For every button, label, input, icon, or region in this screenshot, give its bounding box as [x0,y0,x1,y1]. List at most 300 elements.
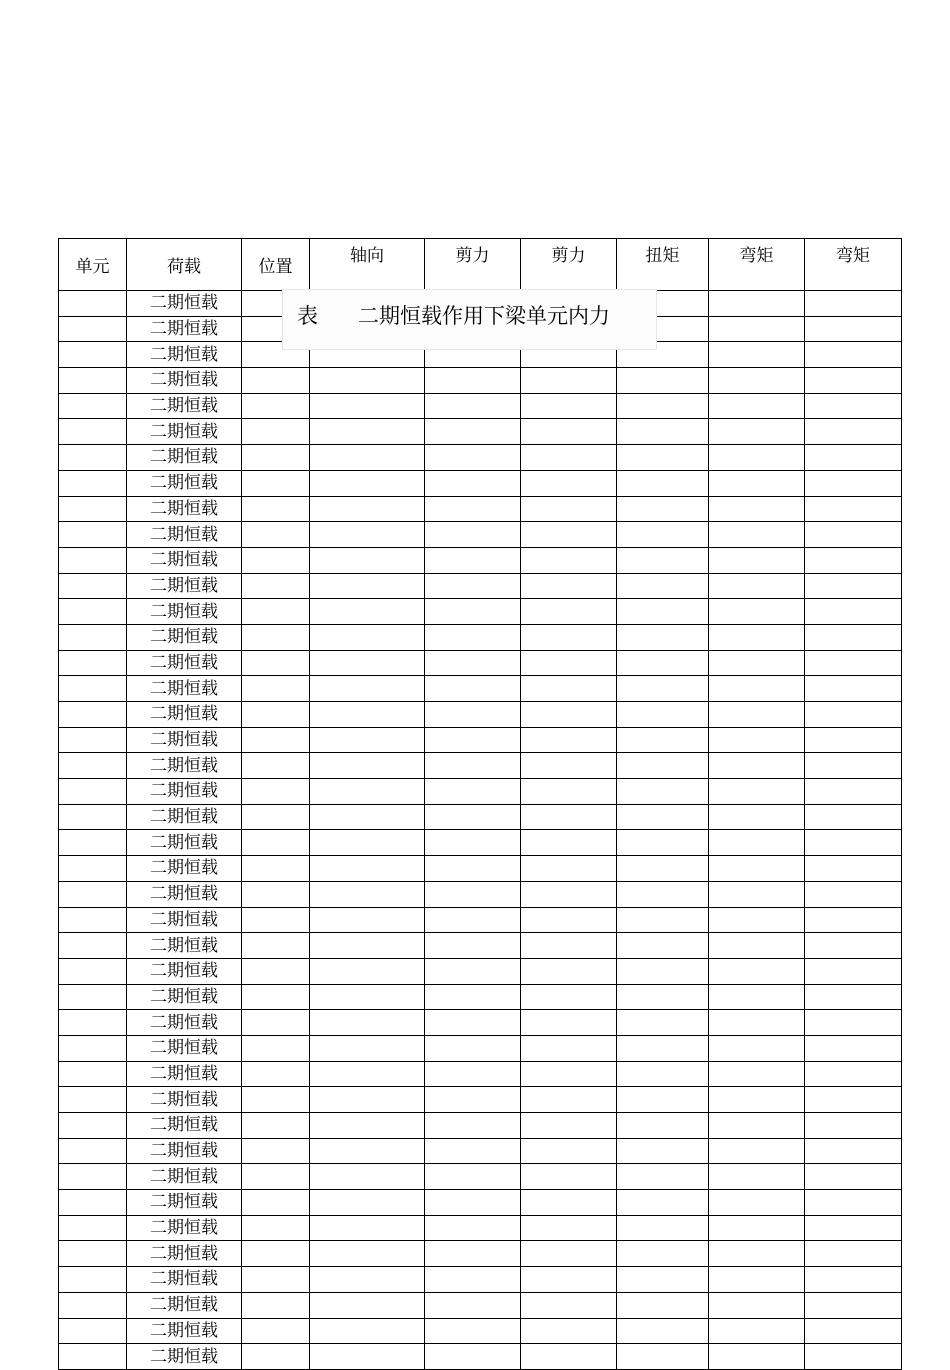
value-cell [59,522,127,548]
table-row [59,624,902,650]
value-cell [617,470,709,496]
value-cell [425,419,521,445]
value-cell [709,1061,805,1087]
value-cell [805,856,902,882]
value-cell [521,1164,617,1190]
value-cell [617,1318,709,1344]
value-cell [425,1113,521,1139]
value-cell [425,547,521,573]
value-cell [617,676,709,702]
load-cell: 二期恒载 [127,779,242,805]
value-cell [59,984,127,1010]
value-cell [59,702,127,728]
value-cell [310,496,425,522]
load-cell: 二期恒载 [127,830,242,856]
value-cell [521,676,617,702]
value-cell [709,1138,805,1164]
load-cell: 二期恒载 [127,368,242,394]
value-cell [709,342,805,368]
value-cell [310,702,425,728]
value-cell [521,393,617,419]
value-cell [617,958,709,984]
value-cell [310,624,425,650]
value-cell [617,368,709,394]
value-cell [59,291,127,317]
value-cell [425,1061,521,1087]
value-cell [617,419,709,445]
value-cell [521,1241,617,1267]
value-cell [310,933,425,959]
value-cell [805,496,902,522]
value-cell [242,958,310,984]
load-cell: 二期恒载 [127,1190,242,1216]
value-cell [805,727,902,753]
table-row [59,779,902,805]
value-cell [310,1087,425,1113]
load-cell: 二期恒载 [127,1292,242,1318]
value-cell [242,1010,310,1036]
value-cell [709,1113,805,1139]
value-cell [521,547,617,573]
load-cell: 二期恒载 [127,573,242,599]
load-cell: 二期恒载 [127,676,242,702]
value-cell [805,1061,902,1087]
value-cell [617,984,709,1010]
value-cell [242,547,310,573]
value-cell [805,779,902,805]
value-cell [805,1318,902,1344]
load-cell: 二期恒载 [127,702,242,728]
value-cell [709,547,805,573]
value-cell [310,1241,425,1267]
value-cell [709,470,805,496]
value-cell [709,368,805,394]
table-row [59,470,902,496]
value-cell [310,1061,425,1087]
table-row [59,702,902,728]
value-cell [310,856,425,882]
value-cell [59,1138,127,1164]
value-cell [521,804,617,830]
value-cell [425,753,521,779]
value-cell [59,933,127,959]
caption-title: 二期恒载作用下梁单元内力 [358,304,610,328]
load-cell: 二期恒载 [127,393,242,419]
table-row [59,650,902,676]
table-row [59,1241,902,1267]
value-cell [425,907,521,933]
header-shear-2: 剪力 [521,239,617,291]
value-cell [242,907,310,933]
load-cell: 二期恒载 [127,445,242,471]
table-row [59,1190,902,1216]
value-cell [425,1318,521,1344]
value-cell [805,547,902,573]
value-cell [425,1344,521,1370]
value-cell [805,1241,902,1267]
value-cell [425,702,521,728]
value-cell [617,496,709,522]
value-cell [521,624,617,650]
value-cell [242,1164,310,1190]
value-cell [425,445,521,471]
value-cell [709,804,805,830]
value-cell [521,599,617,625]
value-cell [709,445,805,471]
value-cell [521,984,617,1010]
value-cell [242,984,310,1010]
value-cell [59,1035,127,1061]
value-cell [59,599,127,625]
value-cell [425,650,521,676]
value-cell [709,958,805,984]
value-cell [617,1010,709,1036]
value-cell [805,1087,902,1113]
table-row [59,1113,902,1139]
value-cell [617,650,709,676]
value-cell [59,753,127,779]
value-cell [805,342,902,368]
table-row [59,958,902,984]
table-row [59,727,902,753]
value-cell [805,1164,902,1190]
value-cell [709,1164,805,1190]
value-cell [521,1190,617,1216]
value-cell [521,881,617,907]
value-cell [310,881,425,907]
value-cell [709,1190,805,1216]
value-cell [617,933,709,959]
caption-prefix: 表 [297,304,318,328]
load-cell: 二期恒载 [127,727,242,753]
table-row [59,1292,902,1318]
value-cell [709,881,805,907]
value-cell [59,1267,127,1293]
value-cell [521,1318,617,1344]
value-cell [521,702,617,728]
value-cell [310,1190,425,1216]
load-cell: 二期恒载 [127,419,242,445]
value-cell [521,933,617,959]
value-cell [521,1035,617,1061]
value-cell [425,599,521,625]
value-cell [805,1010,902,1036]
value-cell [709,676,805,702]
value-cell [617,1138,709,1164]
value-cell [709,1344,805,1370]
header-load: 荷载 [127,239,242,291]
value-cell [59,1087,127,1113]
value-cell [805,1138,902,1164]
table-row [59,933,902,959]
value-cell [59,624,127,650]
load-cell: 二期恒载 [127,907,242,933]
load-cell: 二期恒载 [127,1215,242,1241]
load-cell: 二期恒载 [127,1087,242,1113]
value-cell [242,933,310,959]
value-cell [59,727,127,753]
value-cell [242,1267,310,1293]
value-cell [805,830,902,856]
load-cell: 二期恒载 [127,650,242,676]
value-cell [521,753,617,779]
value-cell [617,856,709,882]
value-cell [242,573,310,599]
value-cell [59,496,127,522]
value-cell [805,1292,902,1318]
value-cell [425,393,521,419]
value-cell [805,445,902,471]
value-cell [425,1138,521,1164]
value-cell [805,393,902,419]
value-cell [242,676,310,702]
value-cell [617,1215,709,1241]
value-cell [59,1241,127,1267]
value-cell [59,445,127,471]
value-cell [242,1215,310,1241]
table-caption [282,289,657,350]
value-cell [617,753,709,779]
value-cell [242,445,310,471]
value-cell [242,830,310,856]
value-cell [425,984,521,1010]
value-cell [310,419,425,445]
load-cell: 二期恒载 [127,624,242,650]
value-cell [805,984,902,1010]
value-cell [617,1344,709,1370]
value-cell [521,496,617,522]
value-cell [425,881,521,907]
value-cell [242,1035,310,1061]
value-cell [310,1035,425,1061]
value-cell [310,1344,425,1370]
value-cell [242,1344,310,1370]
table-row [59,1061,902,1087]
value-cell [805,419,902,445]
value-cell [59,547,127,573]
value-cell [310,984,425,1010]
load-cell: 二期恒载 [127,470,242,496]
table-row [59,1215,902,1241]
internal-force-table [58,238,902,1370]
value-cell [521,779,617,805]
table-row [59,984,902,1010]
value-cell [805,624,902,650]
value-cell [59,650,127,676]
table-row [59,1010,902,1036]
value-cell [805,470,902,496]
value-cell [805,676,902,702]
value-cell [310,368,425,394]
value-cell [805,958,902,984]
value-cell [617,393,709,419]
value-cell [805,933,902,959]
value-cell [521,522,617,548]
table-row [59,1035,902,1061]
load-cell: 二期恒载 [127,1267,242,1293]
value-cell [805,522,902,548]
value-cell [805,1267,902,1293]
value-cell [59,1292,127,1318]
value-cell [521,830,617,856]
header-moment-1: 弯矩 [709,239,805,291]
value-cell [425,676,521,702]
value-cell [310,522,425,548]
value-cell [242,779,310,805]
load-cell: 二期恒载 [127,1164,242,1190]
value-cell [709,393,805,419]
load-cell: 二期恒载 [127,599,242,625]
value-cell [617,907,709,933]
value-cell [242,856,310,882]
table-body [59,291,902,1370]
header-axial: 轴向 [310,239,425,291]
value-cell [521,470,617,496]
value-cell [59,856,127,882]
value-cell [310,1292,425,1318]
value-cell [59,676,127,702]
value-cell [425,1087,521,1113]
value-cell [521,856,617,882]
value-cell [425,1241,521,1267]
value-cell [59,316,127,342]
value-cell [805,753,902,779]
value-cell [805,1215,902,1241]
value-cell [425,958,521,984]
load-cell: 二期恒载 [127,753,242,779]
load-cell: 二期恒载 [127,1061,242,1087]
value-cell [709,573,805,599]
value-cell [242,1190,310,1216]
value-cell [242,470,310,496]
value-cell [521,1267,617,1293]
value-cell [310,1138,425,1164]
value-cell [805,702,902,728]
value-cell [310,1164,425,1190]
value-cell [805,1035,902,1061]
value-cell [425,804,521,830]
value-cell [59,1113,127,1139]
value-cell [310,958,425,984]
load-cell: 二期恒载 [127,958,242,984]
value-cell [709,1010,805,1036]
value-cell [242,702,310,728]
value-cell [521,1138,617,1164]
table-row [59,1344,902,1370]
value-cell [59,1344,127,1370]
table-row [59,599,902,625]
value-cell [59,907,127,933]
value-cell [521,419,617,445]
table-row [59,804,902,830]
value-cell [617,1267,709,1293]
value-cell [242,1138,310,1164]
value-cell [242,624,310,650]
value-cell [242,419,310,445]
value-cell [310,779,425,805]
value-cell [59,881,127,907]
table-row [59,445,902,471]
header-moment-2: 弯矩 [805,239,902,291]
value-cell [59,1190,127,1216]
value-cell [59,573,127,599]
value-cell [617,804,709,830]
load-cell: 二期恒载 [127,1344,242,1370]
value-cell [310,445,425,471]
value-cell [617,1113,709,1139]
value-cell [709,599,805,625]
value-cell [805,907,902,933]
value-cell [242,1241,310,1267]
value-cell [709,727,805,753]
header-torque: 扭矩 [617,239,709,291]
value-cell [617,1190,709,1216]
value-cell [617,702,709,728]
value-cell [242,496,310,522]
value-cell [617,1087,709,1113]
value-cell [310,830,425,856]
value-cell [242,1061,310,1087]
value-cell [425,1164,521,1190]
value-cell [617,779,709,805]
value-cell [425,1190,521,1216]
value-cell [617,624,709,650]
table-row [59,522,902,548]
value-cell [521,573,617,599]
value-cell [709,753,805,779]
load-cell: 二期恒载 [127,291,242,317]
table-row [59,1138,902,1164]
value-cell [617,573,709,599]
table-row [59,368,902,394]
value-cell [805,1113,902,1139]
value-cell [310,470,425,496]
value-cell [242,393,310,419]
load-cell: 二期恒载 [127,1138,242,1164]
value-cell [59,779,127,805]
value-cell [617,1035,709,1061]
value-cell [59,393,127,419]
value-cell [242,881,310,907]
value-cell [242,522,310,548]
value-cell [425,1010,521,1036]
value-cell [425,856,521,882]
load-cell: 二期恒载 [127,856,242,882]
value-cell [617,1061,709,1087]
value-cell [242,650,310,676]
value-cell [521,727,617,753]
value-cell [242,727,310,753]
load-cell: 二期恒载 [127,1318,242,1344]
value-cell [310,1267,425,1293]
table-row [59,753,902,779]
table-row [59,573,902,599]
value-cell [425,496,521,522]
value-cell [242,753,310,779]
header-element: 单元 [59,239,127,291]
value-cell [521,1215,617,1241]
value-cell [59,804,127,830]
value-cell [425,368,521,394]
load-cell: 二期恒载 [127,933,242,959]
value-cell [709,933,805,959]
value-cell [617,830,709,856]
table-row [59,393,902,419]
value-cell [310,804,425,830]
table-row [59,676,902,702]
value-cell [709,907,805,933]
value-cell [617,1292,709,1318]
